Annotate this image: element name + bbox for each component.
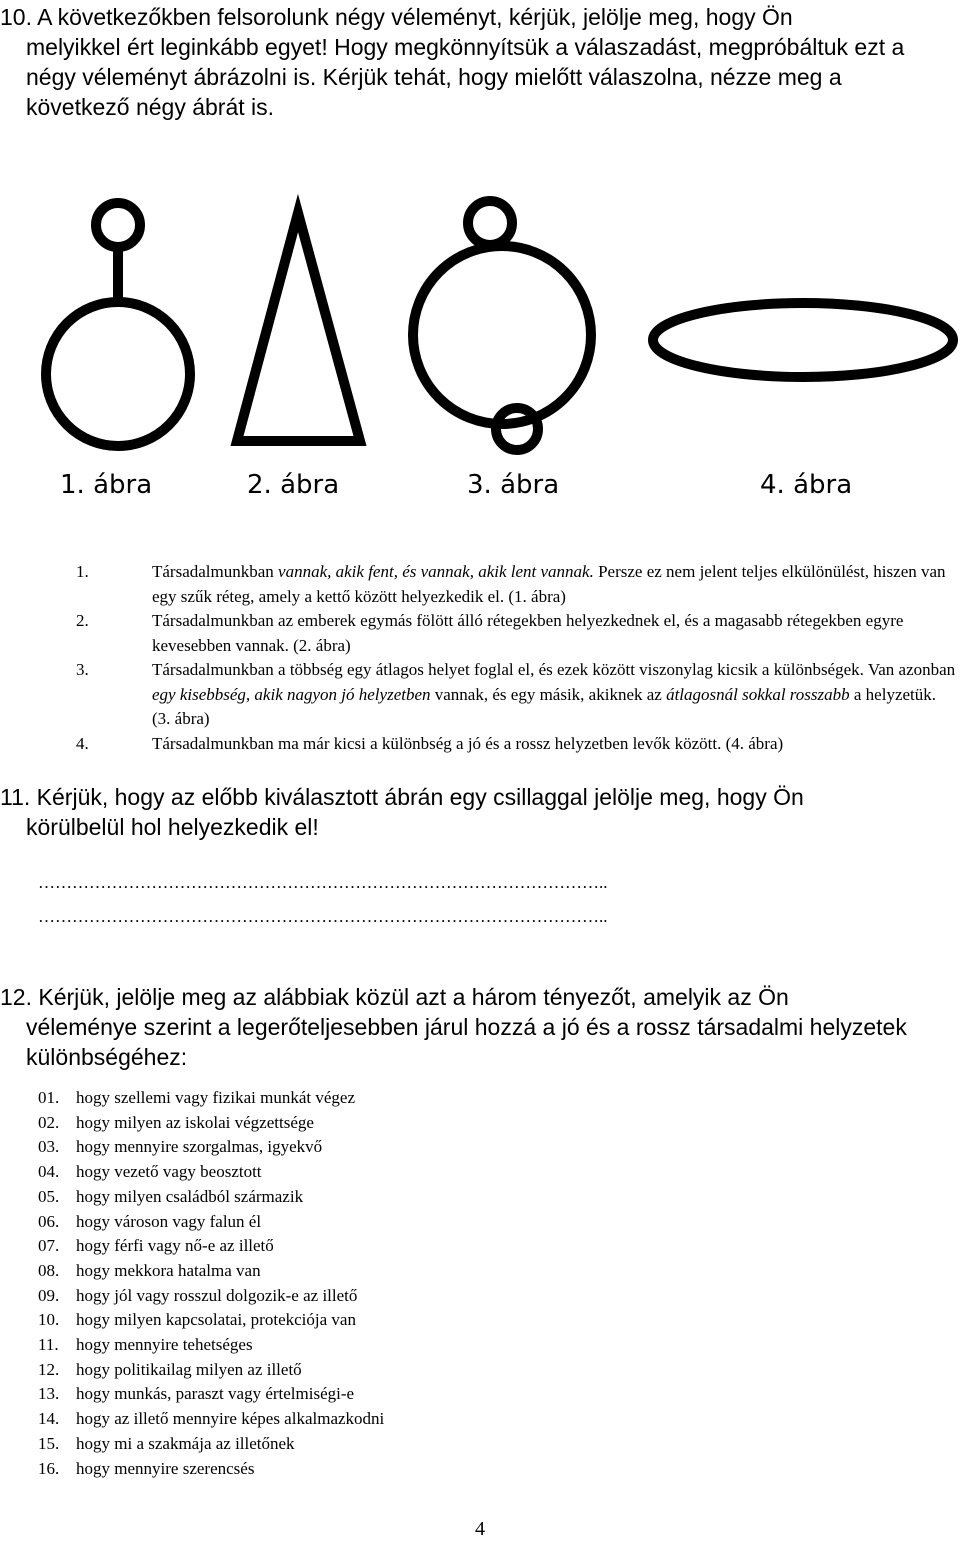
opinion-item: [66, 560, 956, 609]
factor-number: 04.: [38, 1162, 60, 1182]
factor-text: hogy milyen kapcsolatai, protekciója van: [76, 1310, 356, 1330]
opinion-item: [66, 732, 956, 757]
question-number: 11.: [0, 784, 31, 810]
question-number: 10.: [0, 4, 32, 30]
factor-number: 08.: [38, 1260, 60, 1280]
factor-number: 12.: [38, 1359, 60, 1379]
opinion-text-italic: vannak, akik fent, és vannak, akik lent vannak.: [278, 562, 594, 581]
factor-text: hogy mekkora hatalma van: [76, 1260, 261, 1280]
opinion-text-italic: átlagosnál sokkal rosszabb: [666, 684, 850, 704]
factor-item[interactable]: [38, 1432, 738, 1457]
opinion-text-italic: egy kisebbség, akik nagyon jó helyzetben: [152, 684, 431, 704]
factor-item[interactable]: [38, 1234, 738, 1259]
factor-item[interactable]: [38, 1308, 738, 1333]
opinion-text: a helyzetük. (3. ábra): [152, 684, 937, 728]
factor-number: 06.: [38, 1211, 60, 1231]
factor-text: hogy munkás, paraszt vagy értelmiségi-e: [76, 1384, 355, 1404]
factor-number: 15.: [38, 1433, 60, 1453]
question-text-rest: melyikkel ért leginkább egyet! Hogy megkönnyítsük a válaszadást, megpróbáltuk ezt a négy véleményt ábrázolni is. Kérjük tehát, hogy mielőtt válaszolna, nézze meg a következő négy ábrát is.: [26, 34, 905, 120]
question-text-line1: A következőkben felsorolunk négy véleményt, kérjük, jelölje meg, hogy Ön: [37, 4, 793, 30]
factor-number: 16.: [38, 1458, 60, 1478]
figures-panel: [0, 185, 960, 505]
factor-text: hogy férfi vagy nő-e az illető: [76, 1236, 274, 1256]
factor-text: hogy mennyire tehetséges: [76, 1335, 253, 1355]
factor-item[interactable]: [38, 1284, 738, 1309]
factor-item[interactable]: [38, 1358, 738, 1383]
factor-text: hogy városon vagy falun él: [76, 1211, 262, 1231]
question-number: 12.: [0, 984, 32, 1010]
answer-line[interactable]: ………………………………………………………………………………………..: [38, 873, 608, 892]
factor-number: 09.: [38, 1285, 60, 1305]
opinion-number: 2.: [76, 611, 89, 630]
figure-1-label: 1. ábra: [60, 470, 153, 500]
figure-1-shape: [46, 203, 190, 446]
factor-text: hogy mennyire szerencsés: [76, 1458, 255, 1478]
factor-number: 03.: [38, 1137, 60, 1157]
opinion-item: [66, 658, 956, 732]
factor-number: 11.: [38, 1335, 59, 1355]
figure-2-shape: [237, 213, 360, 441]
factor-item[interactable]: [38, 1185, 738, 1210]
figure-3-label: 3. ábra: [467, 470, 560, 500]
factor-text: hogy politikailag milyen az illető: [76, 1359, 302, 1379]
factor-number: 13.: [38, 1384, 60, 1404]
factor-number: 10.: [38, 1310, 60, 1330]
factor-text: hogy milyen az iskolai végzettsége: [76, 1112, 314, 1132]
factor-text: hogy jól vagy rosszul dolgozik-e az illető: [76, 1285, 358, 1305]
figure-3-shape: [413, 201, 591, 450]
factor-item[interactable]: [38, 1382, 738, 1407]
question-11: [0, 782, 950, 842]
factor-number: 14.: [38, 1409, 60, 1429]
factor-item[interactable]: [38, 1160, 738, 1185]
factor-number: 01.: [38, 1088, 60, 1107]
factor-item[interactable]: [38, 1407, 738, 1432]
question-text-rest: körülbelül hol helyezkedik el!: [26, 814, 319, 840]
answer-lines: [38, 866, 898, 934]
opinion-text: Társadalmunkban: [152, 562, 279, 581]
factor-text: hogy szellemi vagy fizikai munkát végez: [76, 1088, 355, 1107]
opinion-number: 4.: [76, 733, 89, 753]
question-text-line1: Kérjük, hogy az előbb kiválasztott ábrán egy csillaggal jelölje meg, hogy Ön: [36, 784, 804, 810]
question-text-line1: Kérjük, jelölje meg az alábbiak közül azt a három tényezőt, amelyik az Ön: [38, 984, 789, 1010]
factor-item[interactable]: [38, 1210, 738, 1235]
factor-item[interactable]: [38, 1333, 738, 1358]
factor-text: hogy mi a szakmája az illetőnek: [76, 1433, 295, 1453]
opinion-text: Társadalmunkban ma már kicsi a különbség a jó és a rossz helyzetben levők között. (4. ábra): [152, 733, 784, 753]
question-10: [0, 2, 950, 122]
opinion-text: Társadalmunkban az emberek egymás fölött álló rétegekben helyezkednek el, és a magasabb rétegekben egyre kevesebben vannak. (2. ábra): [152, 611, 904, 655]
figure-2-label: 2. ábra: [247, 470, 340, 500]
opinions-list: [66, 560, 956, 756]
figure-4-label: 4. ábra: [760, 470, 853, 500]
factor-item[interactable]: [38, 1135, 738, 1160]
factor-item[interactable]: [38, 1086, 738, 1111]
opinion-text: Persze ez nem jelent teljes elkülönülést, hiszen van egy szűk réteg, amely a kettő között helyezkedik el. (1. ábra): [152, 562, 946, 606]
figure-4-shape: [653, 303, 953, 377]
opinion-number: 3.: [76, 660, 89, 679]
factor-text: hogy milyen családból származik: [76, 1186, 304, 1206]
opinion-item: [66, 609, 956, 658]
factor-item[interactable]: [38, 1259, 738, 1284]
factor-number: 05.: [38, 1186, 60, 1206]
factors-list: [38, 1086, 738, 1481]
factor-item[interactable]: [38, 1111, 738, 1136]
factor-text: hogy mennyire szorgalmas, igyekvő: [76, 1137, 323, 1157]
factor-text: hogy az illető mennyire képes alkalmazkodni: [76, 1409, 385, 1429]
page-number: 4: [475, 1518, 485, 1540]
factor-text: hogy vezető vagy beosztott: [76, 1162, 262, 1182]
factor-number: 07.: [38, 1236, 60, 1256]
opinion-text: vannak, és egy másik, akiknek az: [430, 684, 667, 704]
factor-item[interactable]: [38, 1457, 738, 1482]
opinion-text: Társadalmunkban a többség egy átlagos helyet foglal el, és ezek között viszonylag kicsik a különbségek. Van azonban: [152, 660, 956, 679]
answer-line[interactable]: ………………………………………………………………………………………..: [38, 907, 608, 926]
question-12: [0, 982, 950, 1072]
question-text-rest: véleménye szerint a legerőteljesebben járul hozzá a jó és a rossz társadalmi helyzetek különbségéhez:: [26, 1014, 907, 1070]
opinion-number: 1.: [76, 562, 89, 581]
factor-number: 02.: [38, 1112, 60, 1132]
